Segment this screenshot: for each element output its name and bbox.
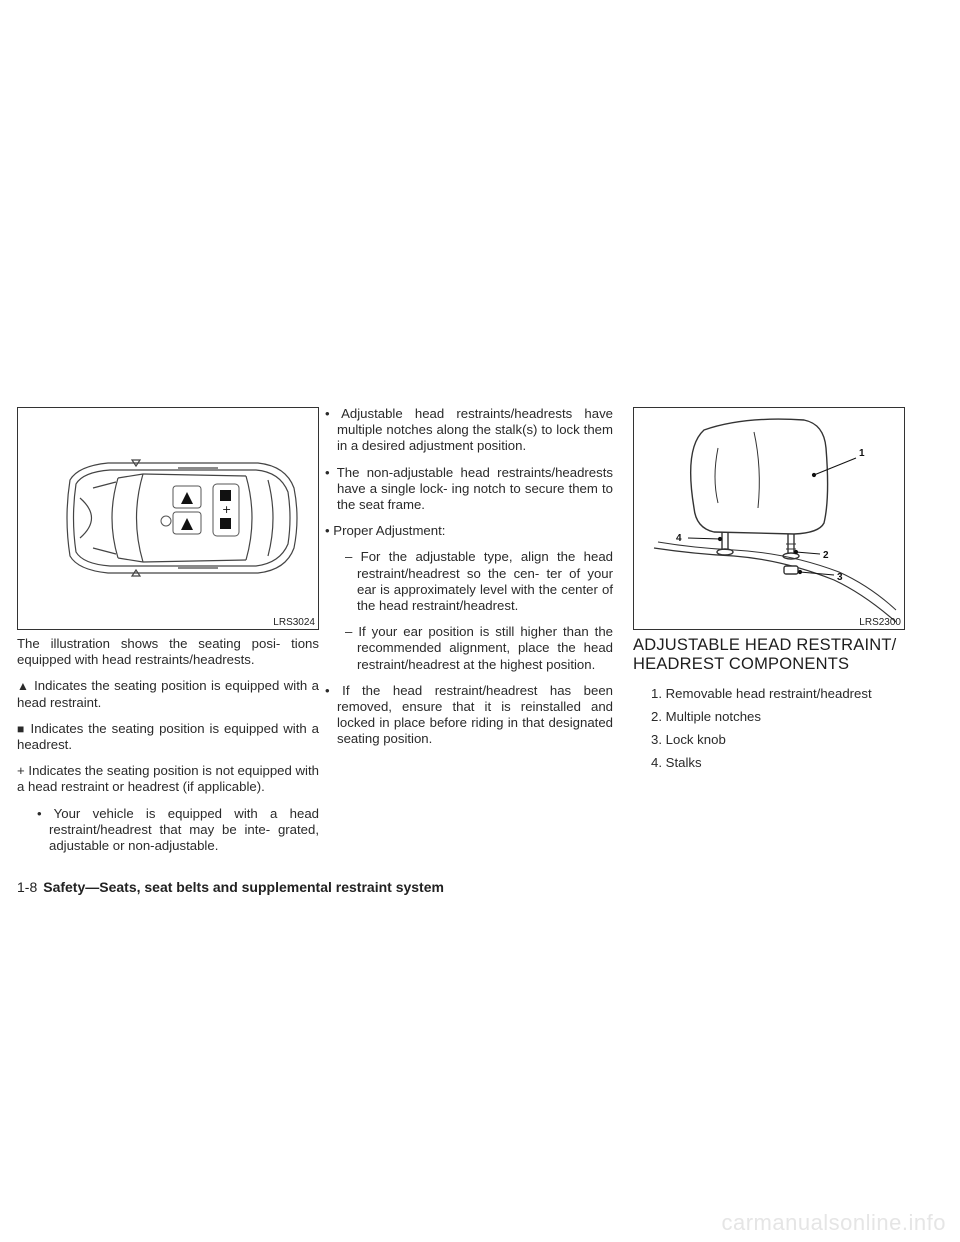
square-icon: ■	[17, 721, 26, 736]
watermark: carmanualsonline.info	[721, 1210, 946, 1235]
legend-none	[17, 763, 319, 795]
bullet-item: • Proper Adjustment:	[325, 523, 446, 539]
dash-text: If your ear position is still higher than the recommended alignment, place the head restraint/headrest at the highest position.	[357, 624, 613, 672]
column-right	[633, 636, 905, 778]
list-item: 3. Lock knob	[651, 732, 726, 747]
heading-line: HEADREST COMPONENTS	[633, 655, 850, 673]
bullet-text: Proper Adjustment:	[333, 523, 446, 539]
bullet-text: If the head restraint/headrest has been removed, ensure that it is reinstalled and locked in place before riding in that designated seating position.	[337, 682, 614, 747]
legend-headrest	[17, 721, 319, 753]
svg-text:+: +	[222, 503, 232, 516]
list-item: 1. Removable head restraint/headrest	[651, 686, 872, 701]
bullet-text: Adjustable head restraints/headrests have multiple notches along the stalk(s) to lock them in a desired adjustment position.	[337, 406, 613, 454]
legend-text: Indicates the seating position is equipped with a head restraint.	[17, 678, 319, 710]
bullet-item: • If the head restraint/headrest has been removed, ensure that it is reinstalled and locked in place before riding in that designated seating position.	[325, 682, 614, 747]
column-middle	[325, 406, 613, 758]
list-item: 2. Multiple notches	[651, 709, 761, 724]
triangle-icon: ▲	[17, 679, 30, 694]
seating-diagram-figure	[17, 407, 319, 630]
list-item: 4. Stalks	[651, 755, 702, 770]
page-footer	[17, 879, 444, 895]
bullet-item: • Adjustable head restraints/headrests have multiple notches along the stalk(s) to lock them in a desired adjustment position.	[325, 406, 613, 454]
section-title: Safety—Seats, seat belts and supplemental restraint system	[43, 879, 444, 895]
legend-text: Indicates the seating position is not equipped with a head restraint or headrest (if applicable).	[17, 763, 319, 795]
page-number: 1-8	[17, 879, 38, 895]
dash-item: – If your ear position is still higher than the recommended alignment, place the head restraint/headrest at the highest position.	[345, 624, 613, 672]
car-top-view-illustration	[18, 408, 318, 629]
dash-item: – For the adjustable type, align the head restraint/headrest so the cen- ter of your ear is approximately level with the center of the head restraint/headrest.	[345, 549, 614, 614]
callout-1: 1	[859, 448, 865, 459]
figure-code: LRS3024	[273, 617, 315, 628]
heading-line: ADJUSTABLE HEAD RESTRAINT/	[633, 636, 897, 654]
bullet-item: • Your vehicle is equipped with a head restraint/headrest that may be inte- grated, adjustable or non-adjustable.	[37, 805, 319, 854]
callout-4: 4	[676, 533, 682, 544]
dash-text: For the adjustable type, align the head restraint/headrest so the cen- ter of your ear is approximately level with the center of the head restraint/headrest.	[357, 549, 614, 614]
component-list	[633, 686, 905, 771]
bullet-item: • The non-adjustable head restraints/headrests have a single lock- ing notch to secure them to the seat frame.	[325, 464, 613, 513]
bullet-text: The non-adjustable head restraints/headrests have a single lock- ing notch to secure them to the seat frame.	[336, 464, 613, 513]
callout-3: 3	[837, 572, 843, 583]
head-restraint-illustration	[634, 408, 904, 629]
figure-code: LRS2300	[859, 617, 901, 628]
bullet-text: Your vehicle is equipped with a head restraint/headrest that may be inte- grated, adjustable or non-adjustable.	[49, 805, 319, 854]
intro-paragraph: The illustration shows the seating posi- tions equipped with head restraints/headrests.	[17, 636, 319, 668]
section-heading	[633, 636, 905, 674]
callout-2: 2	[823, 550, 829, 561]
head-restraint-figure	[633, 407, 905, 630]
legend-restraint	[17, 678, 319, 710]
legend-text: Indicates the seating position is equipped with a headrest.	[17, 720, 320, 753]
plus-icon: +	[17, 763, 25, 779]
column-left	[17, 636, 319, 864]
